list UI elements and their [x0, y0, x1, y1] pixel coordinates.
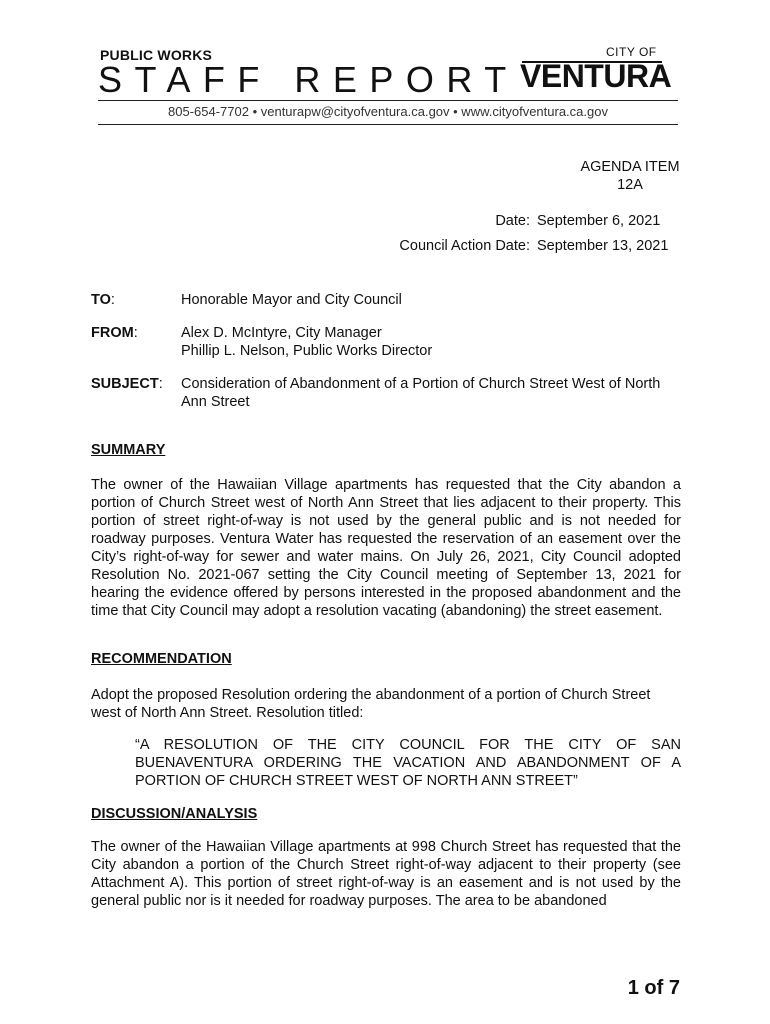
from-label [91, 324, 138, 342]
from-line-2: Phillip L. Nelson, Public Works Director [181, 343, 433, 359]
agenda-item-number: 12A [617, 177, 643, 193]
date-label: Date: [495, 213, 530, 229]
city-of-label: CITY OF [606, 45, 657, 59]
discussion-paragraph: The owner of the Hawaiian Village apartments at 998 Church Street has requested that the City abandon a portion of the Church Street right-of-way adjacent to their property (see Attachment A). This portion of street right-of-way is an easement and is not used by the general public nor is it needed for roadway purposes. The area to be abandoned [91, 839, 681, 909]
recommendation-paragraph: Adopt the proposed Resolution ordering the abandonment of a portion of Church Street west of North Ann Street. Resolution titled: [91, 687, 651, 721]
department-name: PUBLIC WORKS [100, 47, 213, 63]
summary-heading: SUMMARY [91, 442, 166, 458]
header-divider-bottom [98, 124, 678, 125]
recommendation-heading: RECOMMENDATION [91, 651, 232, 667]
council-action-date-value: September 13, 2021 [537, 238, 669, 254]
to-label-colon: : [110, 292, 115, 308]
contact-line: 805-654-7702 • venturapw@cityofventura.ca.gov • www.cityofventura.ca.gov [168, 104, 608, 119]
subject-value: Consideration of Abandonment of a Portion of Church Street West of North Ann Street [181, 376, 661, 410]
council-action-date-label: Council Action Date: [399, 238, 530, 254]
resolution-title-quote: “A RESOLUTION OF THE CITY COUNCIL FOR THE CITY OF SAN BUENAVENTURA ORDERING THE VACATION AND ABANDONMENT OF A PORTION OF CHURCH STREET WEST OF NORTH ANN STREET” [135, 737, 681, 789]
from-label-text: FROM [91, 325, 134, 341]
to-value: Honorable Mayor and City Council [181, 292, 402, 308]
from-label-colon: : [133, 325, 138, 341]
subject-label-text: SUBJECT [91, 376, 159, 392]
from-line-1: Alex D. McIntyre, City Manager [181, 325, 382, 341]
date-value: September 6, 2021 [537, 213, 661, 229]
to-label [91, 291, 115, 309]
summary-paragraph: The owner of the Hawaiian Village apartments has requested that the City abandon a portion of Church Street west of North Ann Street that lies adjacent to their property. This portion of street right-of-way is not used by the general public and is not needed for roadway purposes. Ventura Water has requested the reservation of an easement over the City’s right-of-way for sewer and water mains. On July 26, 2021, City Council adopted Resolution No. 2021-067 setting the City Council meeting of September 13, 2021 for hearing the evidence offered by persons interested in the proposed abandonment and the time that City Council may adopt a resolution vacating (abandoning) the street easement. [91, 477, 681, 619]
subject-label-colon: : [158, 376, 163, 392]
to-label-text: TO [91, 292, 111, 308]
page-number: 1 of 7 [627, 977, 680, 999]
agenda-item-label: AGENDA ITEM [580, 159, 680, 175]
subject-label [91, 375, 163, 393]
discussion-heading: DISCUSSION/ANALYSIS [91, 806, 258, 822]
header-divider-top [98, 100, 678, 101]
city-logo: VENTURA [520, 58, 672, 94]
report-type-title: STAFF REPORT [98, 59, 519, 100]
